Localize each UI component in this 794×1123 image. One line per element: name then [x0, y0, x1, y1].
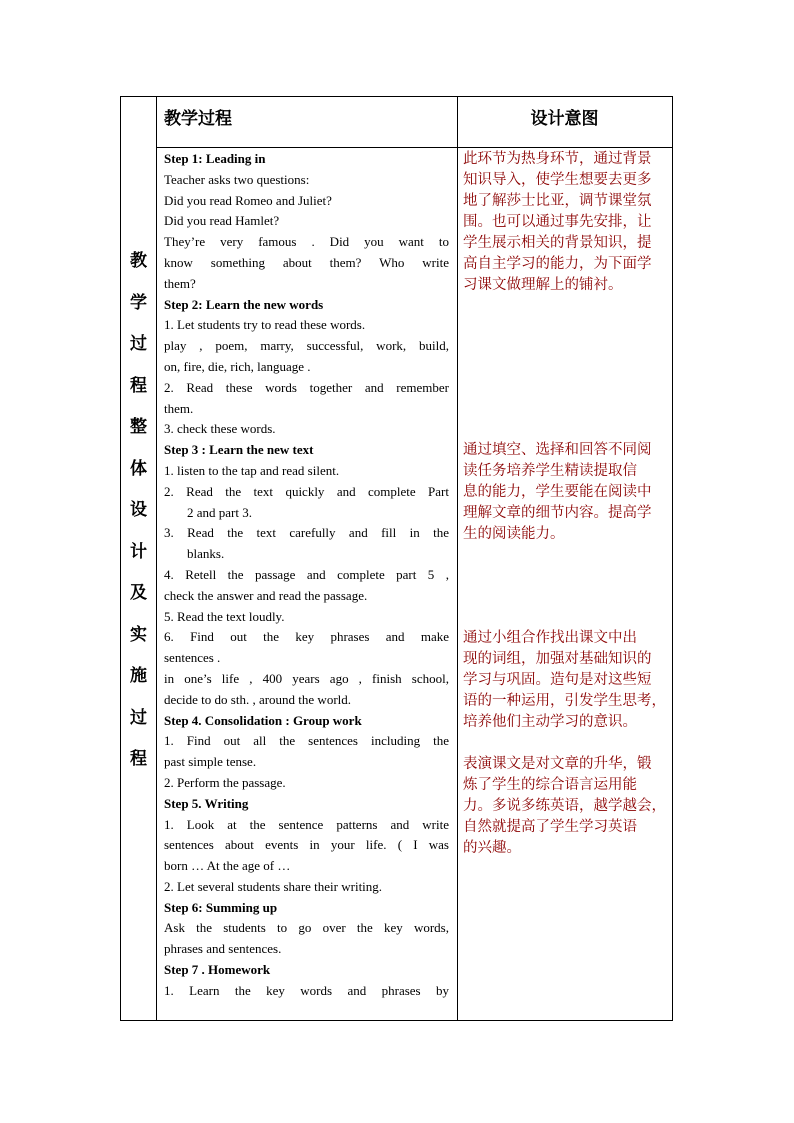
intent-line: 语的一种运用，引发学生思考，: [463, 693, 666, 709]
lesson-plan-table: [120, 96, 673, 1021]
side-label-char: 体: [130, 458, 147, 478]
step-line: Did you read Hamlet?: [164, 213, 280, 229]
side-label-char: 计: [130, 541, 147, 561]
step-line: 1. Let students try to read these words.: [164, 317, 366, 333]
step-heading: Step 4. Consolidation : Group work: [164, 712, 362, 728]
side-label-char: 实: [130, 624, 147, 644]
step-line: 4. Retell the passage and complete part 5 ,: [164, 566, 449, 582]
step-line: past simple tense.: [164, 754, 257, 770]
intent-line: 表演课文是对文章的升华，锻: [463, 756, 652, 772]
step-line: them?: [164, 275, 196, 291]
side-label-char: 程: [130, 375, 147, 395]
side-label-char: 整: [130, 417, 147, 436]
design-intent-block: [463, 754, 673, 859]
intent-line: 学习与巩固。造句是对这些短: [463, 672, 652, 688]
design-intent-block: [463, 628, 673, 733]
step-line: on, fire, die, rich, language .: [164, 358, 311, 374]
step-line: 3. Read the text carefully and fill in the: [164, 525, 449, 541]
intent-line: 自然就提高了学生学习英语: [463, 819, 637, 835]
design-intent-block: [463, 440, 673, 545]
step-line: 2. Read the text quickly and complete Part: [164, 483, 449, 499]
intent-line: 炼了学生的综合语言运用能: [463, 777, 637, 793]
side-label-char: 施: [130, 666, 147, 685]
side-label-char: 教: [130, 251, 147, 270]
step-line: 2. Read these words together and remember: [164, 379, 449, 395]
step-line: phrases and sentences.: [164, 941, 282, 957]
design-intent-block: [463, 149, 673, 296]
intent-line: 高自主学习的能力，为下面学: [463, 256, 652, 272]
intent-line: 通过小组合作找出课文中出: [463, 630, 637, 646]
intent-line: 现的词组，加强对基础知识的: [463, 651, 652, 667]
step-line: play , poem, marry, successful, work, build,: [164, 338, 449, 354]
intent-line: 的兴趣。: [463, 840, 521, 856]
step-line: know something about them? Who write: [164, 254, 449, 270]
intent-line: 培养他们主动学习的意识。: [463, 714, 637, 730]
step-heading: Step 6: Summing up: [164, 899, 278, 915]
intent-line: 习课文做理解上的铺衬。: [463, 277, 623, 293]
step-line: in one’s life , 400 years ago , finish school,: [164, 670, 449, 686]
step-line: Did you read Romeo and Juliet?: [164, 192, 332, 208]
intent-line: 围。也可以通过事先安排，让: [463, 214, 652, 230]
step-heading: Step 3 : Learn the new text: [164, 442, 314, 458]
step-line: decide to do sth. , around the world.: [164, 691, 352, 707]
step-line: Ask the students to go over the key words,: [164, 920, 449, 936]
step-heading: Step 7 . Homework: [164, 962, 271, 978]
step-line: Teacher asks two questions:: [164, 171, 310, 187]
step-line: They’re very famous . Did you want to: [164, 234, 449, 250]
step-heading: Step 1: Leading in: [164, 151, 266, 166]
step-line: 1. Look at the sentence patterns and write: [164, 816, 449, 832]
step-line: 1. Find out all the sentences including the: [164, 733, 449, 749]
intent-line: 读任务培养学生精读提取信: [463, 463, 637, 479]
header-design-intent: 设计意图: [530, 109, 599, 128]
step-line: 2. Perform the passage.: [164, 774, 286, 790]
intent-line: 知识导入，使学生想要去更多: [463, 172, 652, 188]
side-label-char: 过: [130, 334, 147, 353]
header-divider: [156, 147, 672, 148]
step-line: born … At the age of …: [164, 858, 291, 874]
step-line: sentences about events in your life. ( I was: [164, 837, 449, 853]
header-teaching-process: 教学过程: [164, 109, 232, 128]
step-line: 1. listen to the tap and read silent.: [164, 462, 340, 478]
side-label: [121, 240, 156, 780]
step-heading: Step 5. Writing: [164, 795, 249, 811]
side-label-char: 及: [130, 583, 147, 602]
step-line: check the answer and read the passage.: [164, 587, 368, 603]
step-line: 2. Let several students share their writing.: [164, 878, 383, 894]
intent-line: 理解文章的细节内容。提高学: [463, 505, 652, 521]
column-divider: [457, 97, 458, 1020]
step-heading: Step 2: Learn the new words: [164, 296, 324, 312]
intent-line: 地了解莎士比亚，调节课堂氛: [463, 193, 652, 209]
teaching-steps: [164, 149, 449, 1002]
step-line: 2 and part 3.: [187, 504, 252, 520]
step-line: 1. Learn the key words and phrases by: [164, 982, 449, 998]
step-line: sentences .: [164, 650, 221, 666]
side-label-char: 设: [130, 500, 147, 519]
step-line: 6. Find out the key phrases and make: [164, 629, 449, 645]
step-line: 5. Read the text loudly.: [164, 608, 285, 624]
step-line: them.: [164, 400, 194, 416]
column-divider: [156, 97, 157, 1020]
intent-line: 此环节为热身环节，通过背景: [463, 151, 652, 167]
intent-line: 力。多说多练英语，越学越会，: [463, 798, 666, 814]
step-line: 3. check these words.: [164, 421, 276, 437]
intent-line: 学生展示相关的背景知识，提: [463, 235, 652, 251]
intent-line: 息的能力，学生要能在阅读中: [463, 484, 652, 500]
side-label-char: 学: [130, 292, 147, 312]
intent-line: 通过填空、选择和回答不同阅: [463, 442, 652, 458]
intent-line: 生的阅读能力。: [463, 526, 565, 542]
step-line: blanks.: [187, 546, 225, 562]
side-label-char: 过: [130, 707, 147, 727]
side-label-char: 程: [130, 749, 147, 768]
